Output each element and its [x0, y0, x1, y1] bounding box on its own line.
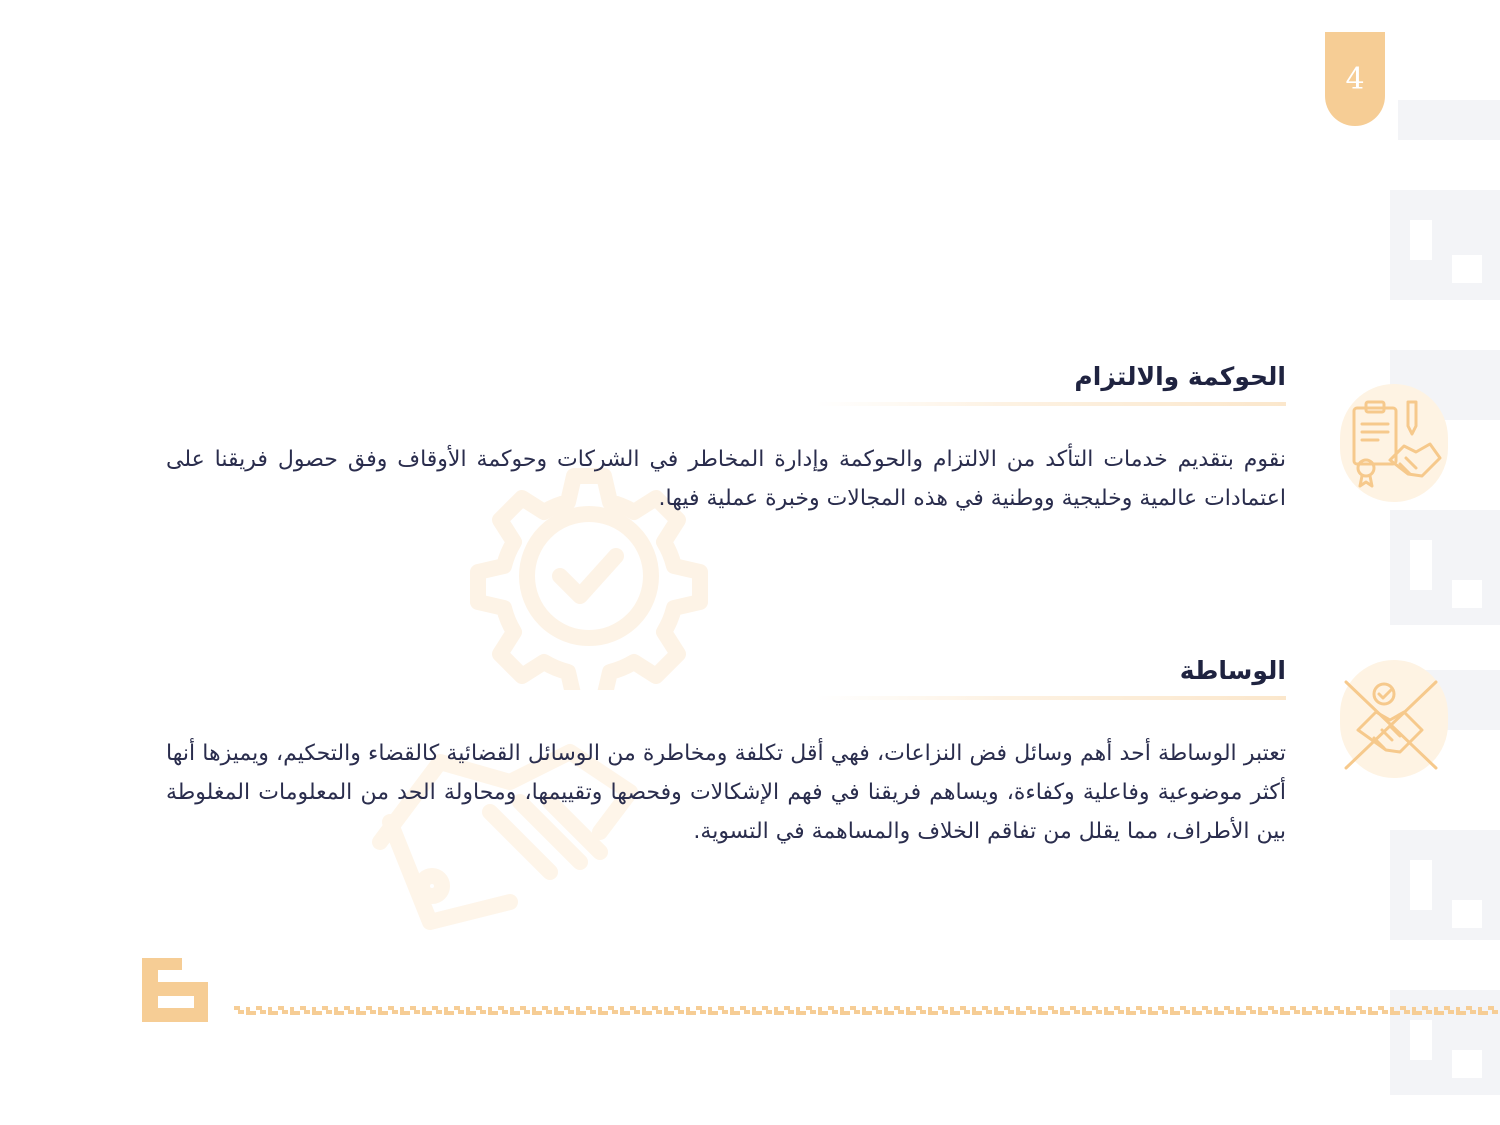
- mediation-body: تعتبر الوساطة أحد أهم وسائل فض النزاعات، فهي أقل تكلفة ومخاطرة من الوسائل القضائية كالقضاء والتحكيم، ويميزها أنها أكثر موضوعية وفاعلية وكفاءة، ويساهم فريقنا في فهم الإشكالات وفحصها وتقييمها، ومحاولة الحد من المعلومات المغلوطة بين الأطراف، مما يقلل من تفاقم الخلاف والمساهمة في التسوية.: [166, 741, 1286, 844]
- governance-title: الحوكمة والالتزام: [1074, 362, 1286, 391]
- page-number-tab: [1325, 32, 1385, 126]
- mediation-handshake-icon: [1340, 660, 1448, 778]
- mediation-title: الوساطة: [1179, 656, 1286, 685]
- contract-handshake-icon: [1340, 384, 1448, 502]
- geometric-border-pattern: [234, 1004, 1500, 1018]
- page-number: 4: [1345, 62, 1365, 97]
- brand-logo-icon: [142, 958, 208, 1022]
- mediation-section: [166, 654, 1286, 851]
- governance-section: [166, 360, 1286, 518]
- section-divider: [816, 402, 1286, 406]
- mediation-handshake-icon-circle: [1340, 660, 1448, 778]
- contract-handshake-icon-circle: [1340, 384, 1448, 502]
- governance-body: نقوم بتقديم خدمات التأكد من الالتزام والحوكمة وإدارة المخاطر في الشركات وحوكمة الأوقاف وفق حصول فريقنا على اعتمادات عالمية وخليجية ووطنية في هذه المجالات وخبرة عملية فيها.: [166, 447, 1286, 511]
- section-divider: [816, 696, 1286, 700]
- side-geometric-pattern: [1388, 90, 1500, 1100]
